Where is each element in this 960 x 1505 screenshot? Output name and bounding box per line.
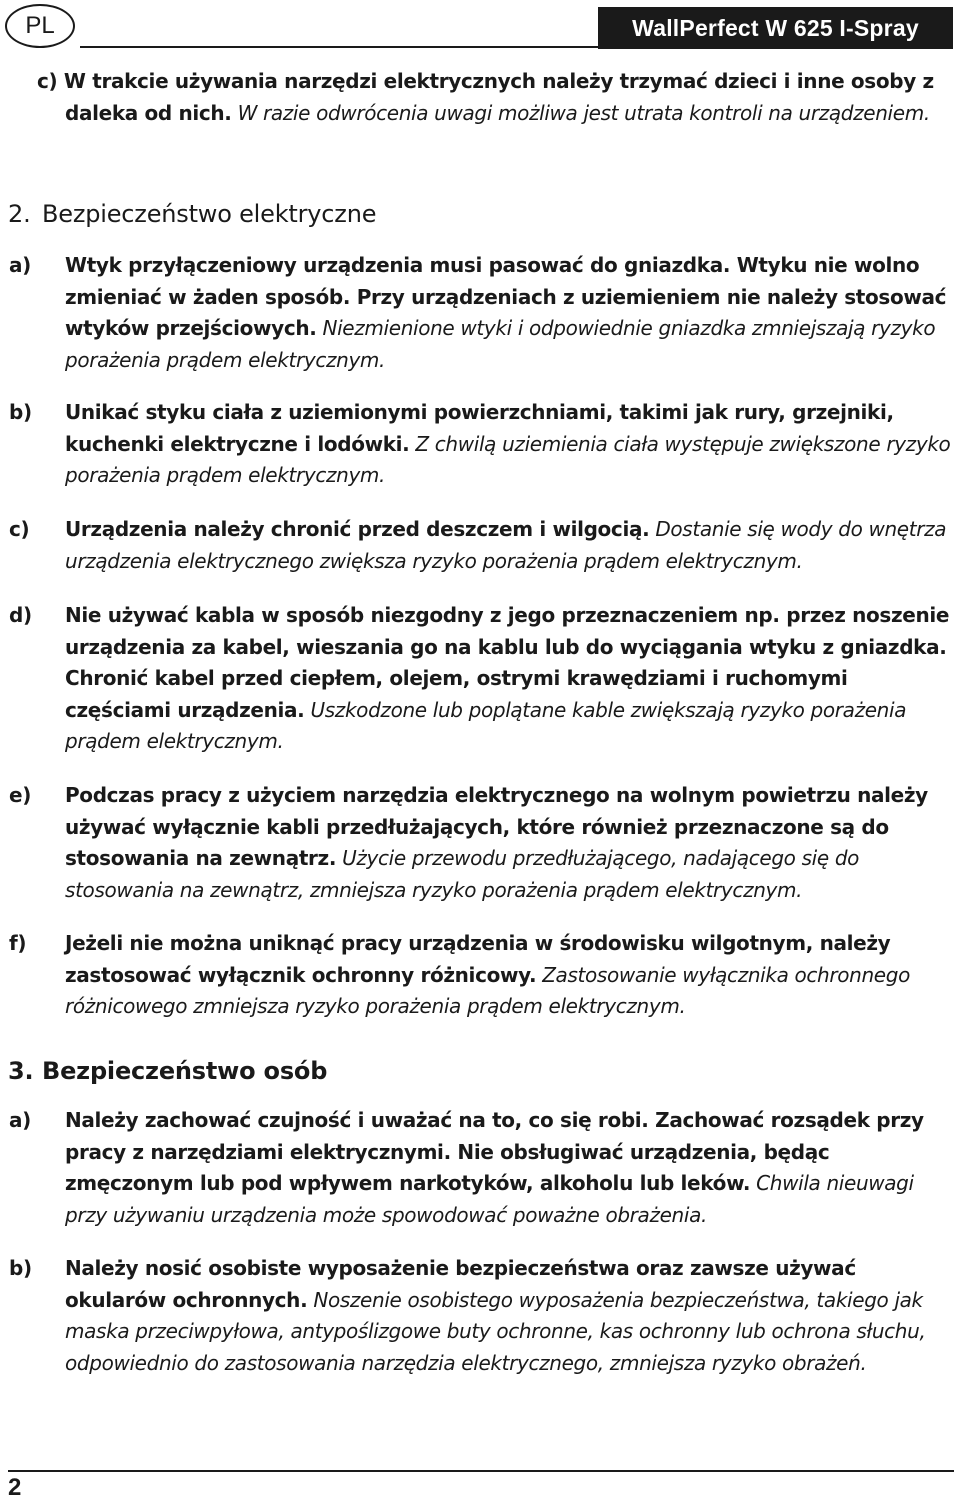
list-item-2c: [9, 514, 957, 577]
list-item-2b: [9, 397, 957, 492]
list-item-2d: [9, 600, 957, 758]
list-item-3a: [9, 1105, 957, 1231]
item-label: a): [9, 1108, 31, 1132]
item-italic-text: Użycie przewodu przedłużającego, nadającego się do stosowania na zewnątrz, zmniejsza ryzyko porażenia prądem elektrycznym.: [65, 846, 860, 902]
item-italic-text: Z chwilą uziemienia ciała występuje zwiększone ryzyko porażenia prądem elektrycznym.: [65, 431, 951, 487]
item-label: b): [9, 400, 32, 424]
item-italic-text: Niezmienione wtyki i odpowiednie gniazdka zmniejszają ryzyko porażenia prądem elektrycznym.: [65, 316, 936, 372]
section-3-heading: [8, 1057, 327, 1085]
item-label: d): [9, 603, 32, 627]
item-label: f): [9, 931, 27, 955]
product-title: WallPerfect W 625 I-Spray: [598, 7, 953, 49]
item-label: a): [9, 253, 31, 277]
list-item-2e: [9, 780, 957, 906]
item-bold-text: Należy zachować czujność i uważać na to, co się robi. Zachować rozsądek przy pracy z narzędziami elektrycznymi. Nie obsługiwać urządzenia, będąc zmęczonym lub pod wpływem narkotyków, alkoholu lub leków.: [65, 1108, 924, 1195]
item-bold-text: Wtyk przyłączeniowy urządzenia musi pasować do gniazdka. Wtyku nie wolno zmieniać w żaden sposób. Przy urządzeniach z uziemieniem nie należy stosować wtyków przejściowych.: [65, 253, 947, 340]
section-number: 3.: [8, 1057, 34, 1085]
item-bold-text: Urządzenia należy chronić przed deszczem i wilgocią.: [65, 517, 650, 541]
page-number: 2: [8, 1474, 22, 1501]
section-title: Bezpieczeństwo osób: [42, 1057, 328, 1085]
paragraph-1c: [37, 66, 957, 129]
item-bold-text: Unikać styku ciała z uziemionymi powierzchniami, takimi jak rury, grzejniki, kuchenki elektryczne i lodówki.: [65, 400, 894, 456]
item-bold-text: Nie używać kabla w sposób niezgodny z jego przeznaczeniem np. przez noszenie urządzenia za kabel, wieszania go na kablu lub do wyciągania wtyku z gniazdka. Chronić kabel przed ciepłem, olejem, ostrymi krawędziami i ruchomymi częściami urządzenia.: [65, 603, 950, 722]
item-label: b): [9, 1256, 32, 1280]
item-italic-text: Zastosowanie wyłącznika ochronnego różnicowego zmniejsza ryzyko porażenia prądem elektrycznym.: [65, 962, 910, 1018]
list-item-2a: [9, 250, 957, 376]
header-rule: [80, 46, 600, 48]
list-item-3b: [9, 1253, 957, 1379]
section-title: Bezpieczeństwo elektryczne: [42, 200, 377, 228]
item-italic-text: Uszkodzone lub poplątane kable zwiększają ryzyko porażenia prądem elektrycznym.: [65, 697, 907, 753]
list-item-2f: [9, 928, 957, 1023]
item-italic-text: Noszenie osobistego wyposażenia bezpieczeństwa, takiego jak maska przeciwpyłowa, antypoślizgowe buty ochronne, kas ochronny lub ochrona słuchu, odpowiednio do zastosowania narzędzia elektrycznego, zmniejsza ryzyko obrażeń.: [65, 1287, 926, 1375]
paragraph-bold: c) W trakcie używania narzędzi elektrycznych należy trzymać dzieci i inne osoby z daleka od nich.: [37, 69, 934, 125]
paragraph-italic: W razie odwrócenia uwagi możliwa jest utrata kontroli na urządzeniem.: [231, 100, 930, 125]
section-number: 2.: [8, 200, 31, 228]
item-italic-text: Chwila nieuwagi przy używaniu urządzenia może spowodować poważne obrażenia.: [65, 1171, 914, 1227]
language-badge: PL: [5, 4, 75, 48]
item-label: c): [9, 517, 30, 541]
item-label: e): [9, 783, 32, 807]
item-bold-text: Podczas pracy z użyciem narzędzia elektrycznego na wolnym powietrzu należy używać wyłącznie kabli przedłużających, które również przeznaczone są do stosowania na zewnątrz.: [65, 783, 928, 870]
footer-rule: [8, 1470, 954, 1472]
item-bold-text: Należy nosić osobiste wyposażenie bezpieczeństwa oraz zawsze używać okularów ochronnych.: [65, 1256, 856, 1312]
item-bold-text: Jeżeli nie można uniknąć pracy urządzenia w środowisku wilgotnym, należy zastosować wyłącznik ochronny różnicowy.: [65, 931, 891, 987]
section-2-heading: [8, 200, 376, 228]
item-italic-text: Dostanie się wody do wnętrza urządzenia elektrycznego zwiększa ryzyko porażenia prądem elektrycznym.: [65, 517, 947, 573]
